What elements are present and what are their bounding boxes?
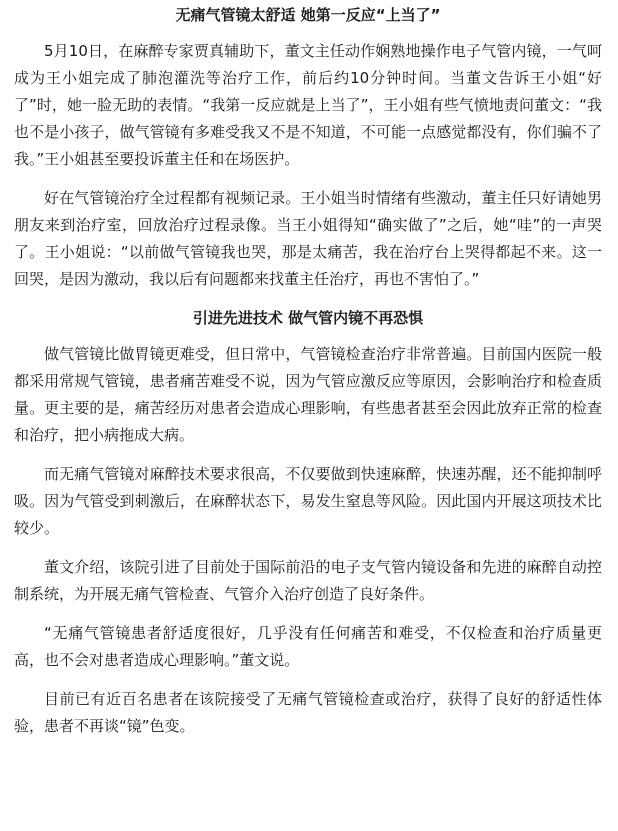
paragraph-6: “无痛气管镜患者舒适度很好，几乎没有任何痛苦和难受，不仅检查和治疗质量更高，也不会对患者造成心理影响。”董文说。 [14, 624, 602, 669]
paragraph-5: 董文介绍，该院引进了目前处于国际前沿的电子支气管内镜设备和先进的麻醉自动控制系统，为开展无痛气管检查、气管介入治疗创造了良好条件。 [14, 558, 602, 603]
paragraph-4: 而无痛气管镜对麻醉技术要求很高，不仅要做到快速麻醉，快速苏醒，还不能抑制呼吸。因为气管受到刺激后，在麻醉状态下，易发生窒息等风险。因此国内开展这项技术比较少。 [14, 465, 602, 537]
paragraph-1: 5月10日，在麻醉专家贾真辅助下，董文主任动作娴熟地操作电子气管内镜，一气呵成为王小姐完成了肺泡灌洗等治疗工作，前后约10分钟时间。当董文告诉王小姐“好了”时，她一脸无助的表情。“我第一反应就是上当了”，王小姐有些气愤地责问董文：“我也不是小孩子，做气管镜有多难受我又不是不知道，不可能一点感觉都没有，你们骗不了我。”王小姐甚至要投诉董主任和在场医护。 [14, 42, 602, 168]
paragraph-3: 做气管镜比做胃镜更难受，但日常中，气管镜检查治疗非常普遍。目前国内医院一般都采用常规气管镜，患者痛苦难受不说，因为气管应激反应等原因，会影响治疗和检查质量。更主要的是，痛苦经历对患者会造成心理影响，有些患者甚至会因此放弃正常的检查和治疗，把小病拖成大病。 [14, 345, 602, 444]
section-heading-2: 引进先进技术 做气管内镜不再恐惧 [192, 309, 424, 327]
paragraph-7: 目前已有近百名患者在该院接受了无痛气管镜检查或治疗，获得了良好的舒适性体验，患者不再谈“镜”色变。 [14, 690, 602, 735]
section-heading-1: 无痛气管镜太舒适 她第一反应“上当了” [175, 6, 441, 24]
paragraph-2: 好在气管镜治疗全过程都有视频记录。王小姐当时情绪有些激动，董主任只好请她男朋友来到治疗室，回放治疗过程录像。当王小姐得知“确实做了”之后，她“哇”的一声哭了。王小姐说：“以前做气管镜我也哭，那是太痛苦，我在治疗台上哭得都起不来。这一回哭，是因为激动，我以后有问题都来找董主任治疗，再也不害怕了。” [14, 189, 602, 288]
